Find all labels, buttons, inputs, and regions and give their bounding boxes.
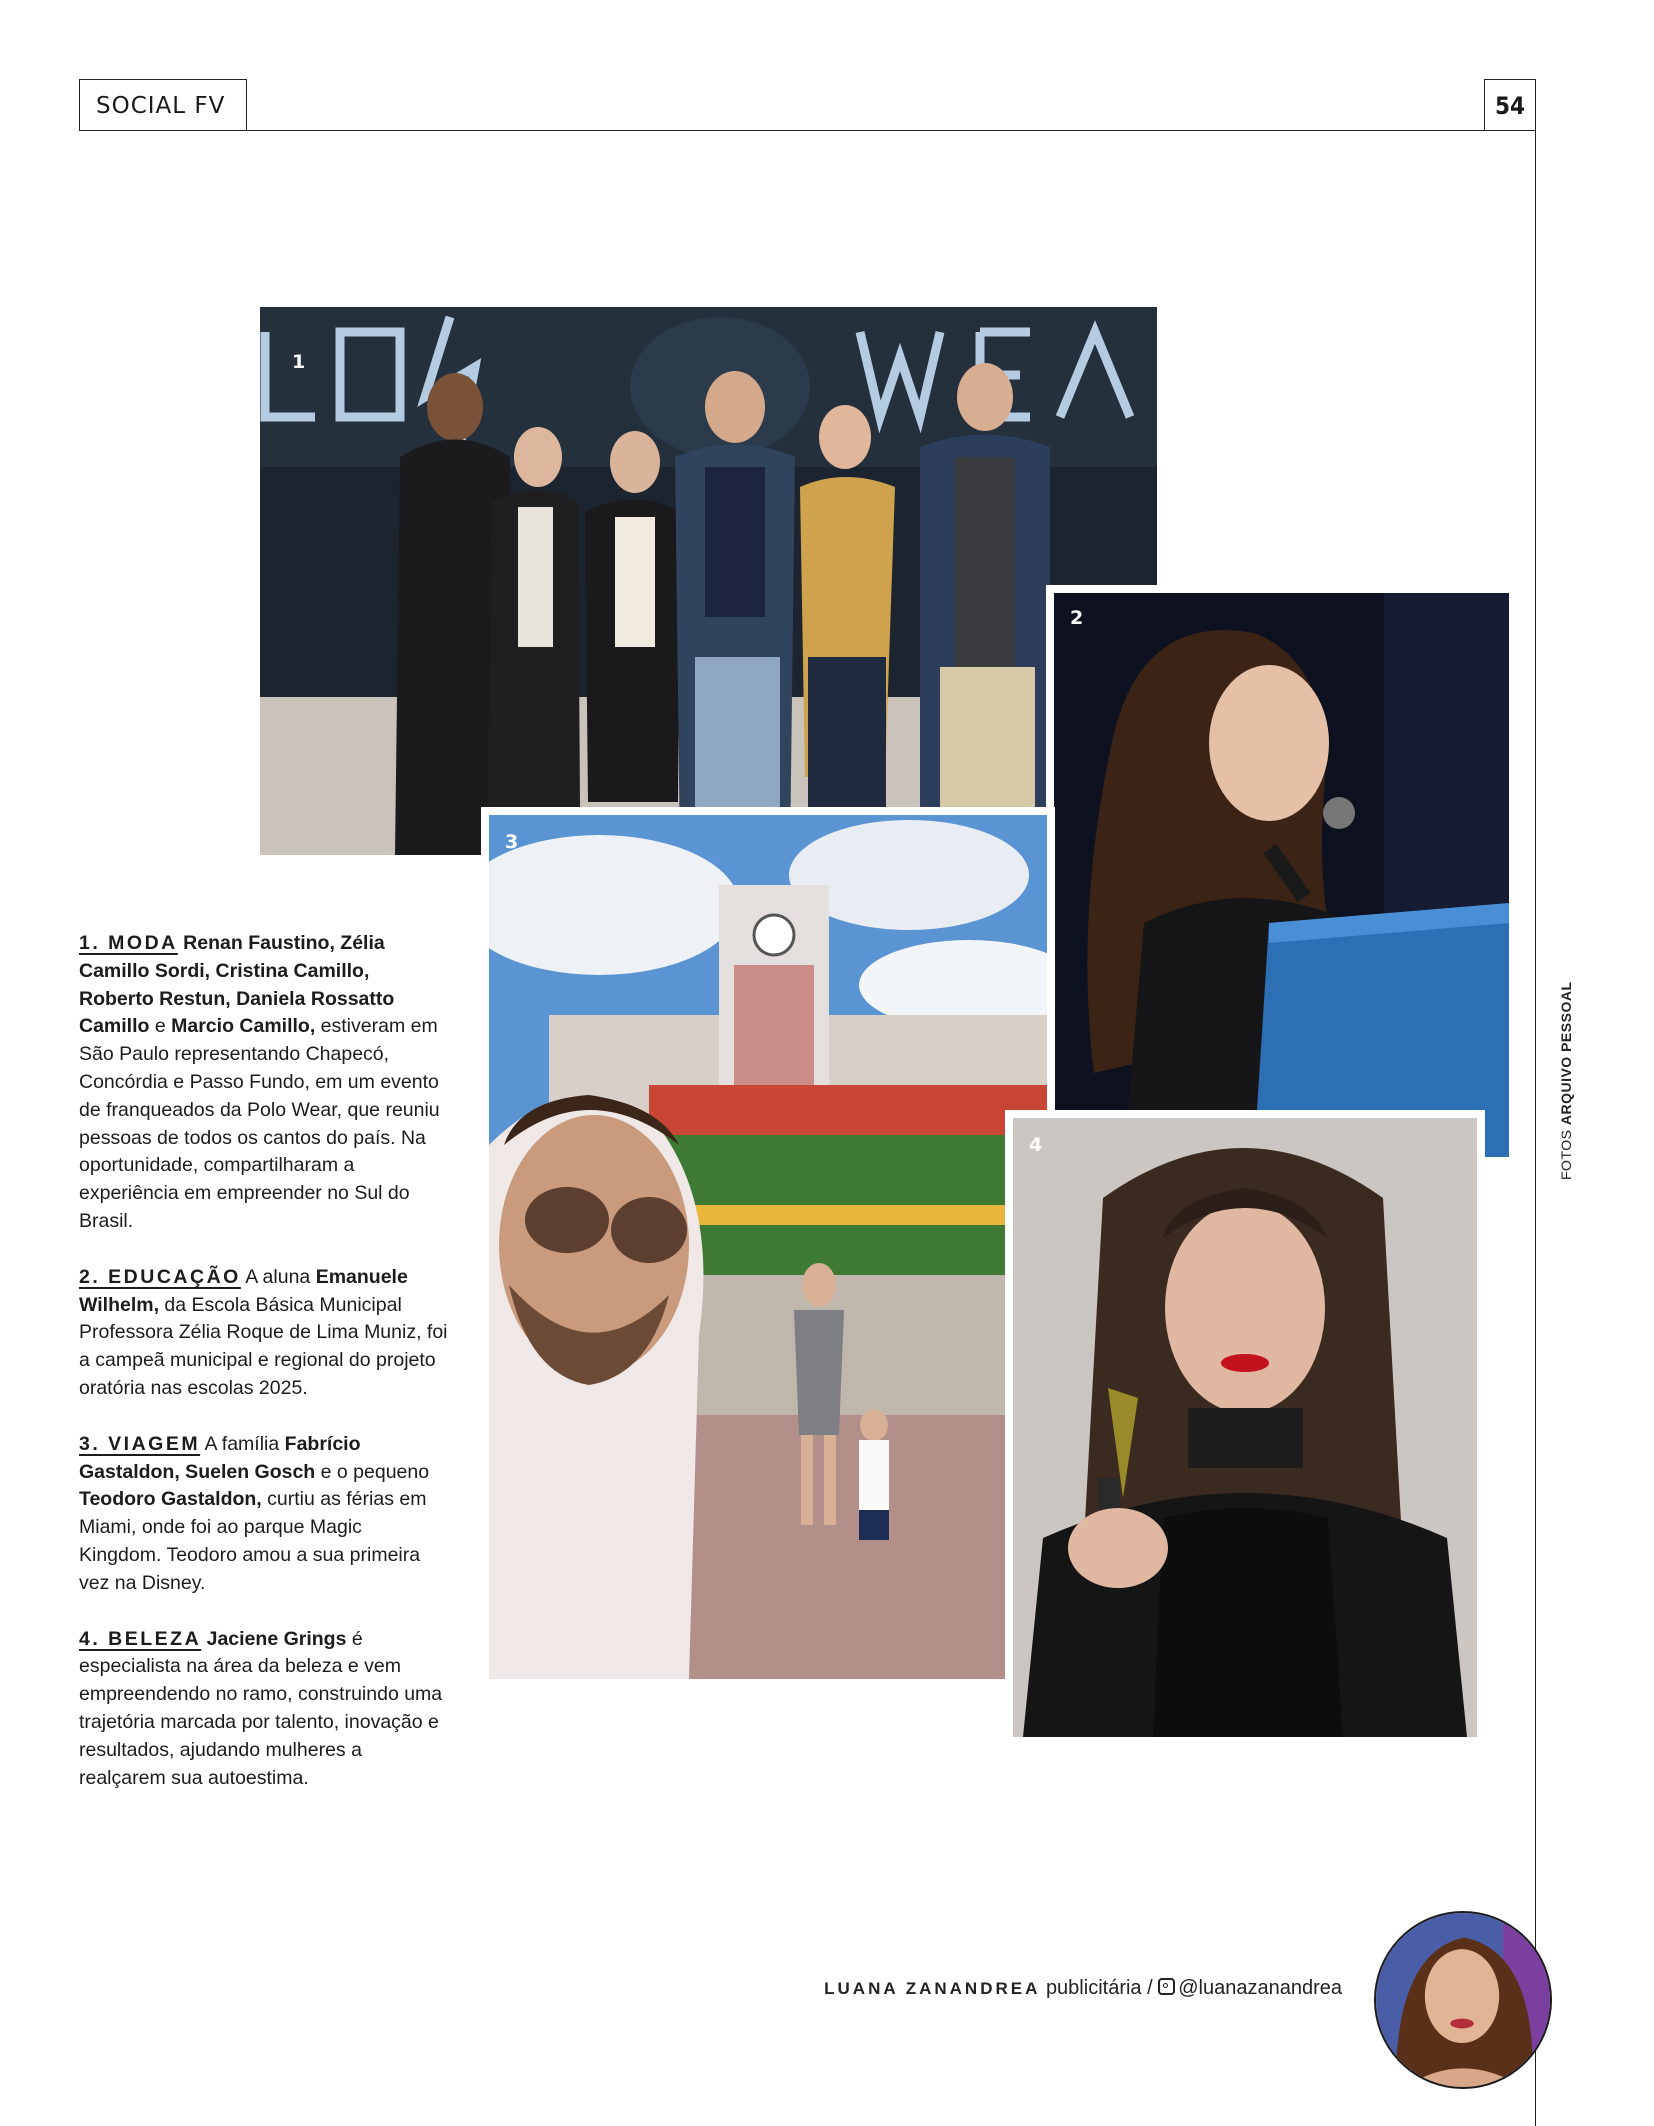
photo-4-beauty-professional	[1005, 1110, 1485, 1745]
caption-1	[79, 930, 449, 1236]
columnist-signature	[824, 1977, 1342, 2000]
credit-source: ARQUIVO PESSOAL	[1558, 981, 1574, 1126]
right-margin-rule	[1535, 130, 1536, 2126]
caption-3	[79, 1431, 449, 1598]
caption-tag: 2. EDUCAÇÃO	[79, 1265, 241, 1288]
columnist-avatar	[1374, 1911, 1552, 2089]
photo-number: 2	[1070, 607, 1084, 629]
caption-names: Marcio Camillo,	[171, 1015, 316, 1038]
caption-text: A família	[200, 1432, 285, 1455]
photo-number: 1	[292, 351, 306, 373]
caption-names: Jaciene Grings	[201, 1627, 347, 1650]
caption-names: Teodoro Gastaldon,	[79, 1488, 262, 1511]
caption-tag: 4. BELEZA	[79, 1627, 202, 1650]
section-label: SOCIAL FV	[79, 79, 247, 131]
caption-text: da Escola Básica Municipal Professora Zélia Roque de Lima Muniz, foi a campeã municipal e regional do projeto oratória nas escolas 2025.	[79, 1293, 448, 1399]
caption-text: e	[149, 1015, 172, 1038]
credit-prefix: FOTOS	[1558, 1129, 1574, 1180]
instagram-handle[interactable]: @luanazanandrea	[1178, 1977, 1342, 1999]
columnist-name: LUANA ZANANDREA	[824, 1979, 1041, 1998]
caption-text: é especialista na área da beleza e vem empreendendo no ramo, construindo uma trajetória marcada por talento, inovação e resultados, ajudando mulheres a realçarem sua autoestima.	[79, 1627, 443, 1789]
caption-tag: 1. MODA	[79, 932, 178, 954]
photo-captions	[79, 930, 449, 1820]
caption-names: Fabrício Gastaldon, Suelen Gosch	[79, 1432, 361, 1483]
instagram-icon	[1158, 1978, 1175, 1995]
photo-number: 4	[1029, 1134, 1043, 1156]
photo-2-student-speaking	[1046, 585, 1517, 1165]
photo-1-group-event	[260, 307, 1157, 855]
separator: /	[1147, 1977, 1153, 1999]
photo-3-family-disney	[481, 807, 1055, 1687]
photo-credit	[1558, 982, 1574, 1181]
caption-4	[79, 1626, 449, 1793]
caption-names: Renan Faustino, Zélia Camillo Sordi, Cristina Camillo, Roberto Restun, Daniela Rossatto Camillo	[79, 932, 395, 1038]
caption-text: e o pequeno	[315, 1460, 430, 1483]
caption-2	[79, 1264, 449, 1403]
caption-text: curtiu as férias em Miami, onde foi ao parque Magic Kingdom. Teodoro amou a sua primeira vez na Disney.	[79, 1488, 427, 1594]
columnist-role: publicitária	[1045, 1977, 1142, 1999]
caption-names: Emanuele Wilhelm,	[79, 1265, 408, 1316]
caption-tag: 3. VIAGEM	[79, 1432, 201, 1455]
caption-text: estiveram em São Paulo representando Chapecó, Concórdia e Passo Fundo, em um evento de franqueados da Polo Wear, que reuniu pessoas de todos os cantos do país. Na oportunidade, compartilharam a experiência em empreender no Sul do Brasil.	[79, 1015, 440, 1232]
page-number: 54	[1484, 79, 1536, 131]
caption-text: A aluna	[240, 1265, 316, 1288]
header-rule	[79, 130, 1535, 131]
photo-number: 3	[505, 831, 519, 853]
